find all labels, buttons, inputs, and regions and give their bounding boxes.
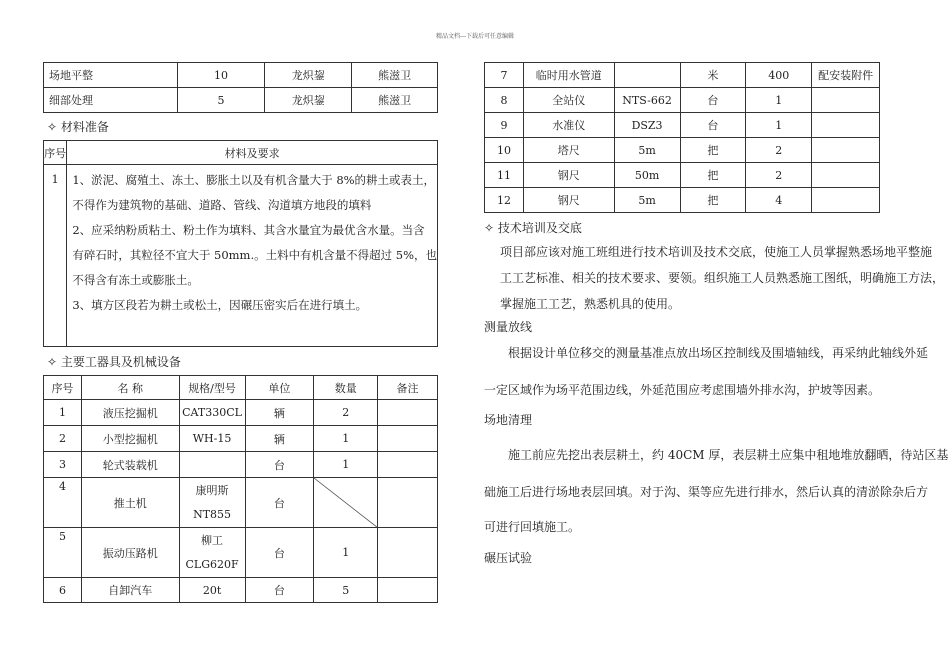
equipment-table [43, 375, 438, 603]
cell-line: 康明斯 [195, 483, 229, 497]
table-cell: 1 [746, 113, 812, 138]
table-cell: 5m [614, 188, 680, 213]
table-cell: 5 [314, 578, 378, 603]
table-cell [179, 452, 245, 478]
text-line: 施工前应先挖出表层耕土，约 40CM 厚，表层耕土应集中租地堆放翻晒，待站区基 [508, 448, 949, 462]
table-cell: 5m [614, 138, 680, 163]
table-cell: 1 [314, 426, 378, 452]
table-cell: 4 [44, 478, 82, 528]
table-cell [378, 578, 438, 603]
table-row [44, 165, 438, 347]
table-cell: 龙炽鋆 [265, 63, 352, 88]
table-cell [812, 88, 880, 113]
column-header: 序号 [44, 376, 82, 400]
table-cell: 临时用水管道 [523, 63, 614, 88]
table-cell: 2 [314, 400, 378, 426]
column-header: 备注 [378, 376, 438, 400]
table-cell: 细部处理 [44, 88, 178, 113]
table-cell: 台 [245, 478, 314, 528]
table-cell: 1 [44, 165, 67, 347]
table-cell [378, 452, 438, 478]
table-cell: 振动压路机 [81, 528, 179, 578]
table-cell: DSZ3 [614, 113, 680, 138]
table-cell: 1 [44, 400, 82, 426]
diagonal-slash-cell [314, 478, 378, 528]
table-cell: 9 [485, 113, 524, 138]
text-line: 可进行回填施工。 [484, 520, 581, 534]
table-cell: 台 [680, 113, 746, 138]
table-cell: 液压挖掘机 [81, 400, 179, 426]
table-row [485, 63, 880, 88]
table-cell: 4 [746, 188, 812, 213]
materials-requirements [67, 165, 438, 347]
table-row [485, 88, 880, 113]
table-cell: 2 [44, 426, 82, 452]
table-cell: 龙炽鋆 [265, 88, 352, 113]
table-cell: 钢尺 [523, 163, 614, 188]
materials-table [43, 140, 438, 347]
clearing-heading: 场地清理 [484, 413, 533, 427]
table-cell: 配安装附件 [812, 63, 880, 88]
text-line: 工工艺标准、相关的技术要求、要领。组织施工人员熟悉施工图纸，明确施工方法， [500, 271, 945, 285]
table-row [44, 88, 438, 113]
table-cell: 1 [314, 452, 378, 478]
table-cell: 2 [746, 138, 812, 163]
table-cell [378, 426, 438, 452]
column-header: 材料及要求 [67, 141, 438, 165]
table-cell [378, 528, 438, 578]
table-cell: 台 [680, 88, 746, 113]
table-cell: 6 [44, 578, 82, 603]
table-cell: 塔尺 [523, 138, 614, 163]
table-row [44, 452, 438, 478]
table-cell-split [179, 528, 245, 578]
table-cell [812, 163, 880, 188]
equipment-table-continued [484, 62, 880, 213]
table-cell [614, 63, 680, 88]
table-row [44, 478, 438, 528]
table-cell: 水准仪 [523, 113, 614, 138]
table-row [44, 63, 438, 88]
column-header: 序号 [44, 141, 67, 165]
table-cell: 辆 [245, 426, 314, 452]
page-header: 精品文档---下载后可任意编辑 [435, 33, 515, 40]
text-line: 有碎石时，其粒径不宜大于 50mm.。土料中有机含量不得超过 5%，也 [72, 248, 437, 262]
table-row [44, 400, 438, 426]
table-cell [812, 138, 880, 163]
table-header-row [44, 141, 438, 165]
cell-line: CLG620F [185, 557, 239, 571]
table-row [44, 426, 438, 452]
training-paragraph [500, 239, 944, 317]
table-cell: 7 [485, 63, 524, 88]
table-cell: 台 [245, 578, 314, 603]
table-cell: 5 [44, 528, 82, 578]
table-cell: 轮式装载机 [81, 452, 179, 478]
table-cell: 把 [680, 163, 746, 188]
cell-line: 柳工 [201, 533, 224, 547]
table-cell: 钢尺 [523, 188, 614, 213]
text-line: 不得作为建筑物的基础、道路、管线、沟道填方地段的填料 [72, 198, 372, 212]
table-cell: 辆 [245, 400, 314, 426]
column-header: 名 称 [81, 376, 179, 400]
table-cell: 全站仪 [523, 88, 614, 113]
table-cell: 把 [680, 138, 746, 163]
table-cell: 1 [314, 528, 378, 578]
text-line: 1、淤泥、腐殖土、冻土、膨胀土以及有机含量大于 8%的耕土或表土， [72, 173, 436, 187]
table-cell [378, 478, 438, 528]
site-leveling-table [43, 62, 438, 113]
table-cell: 台 [245, 452, 314, 478]
materials-heading: ✧ 材料准备 [47, 120, 109, 134]
table-row [44, 528, 438, 578]
table-cell: 400 [746, 63, 812, 88]
text-line: 项目部应该对施工班组进行技术培训及技术交底，使施工人员掌握熟悉场地平整施 [500, 245, 933, 259]
table-row [485, 113, 880, 138]
table-row [44, 578, 438, 603]
text-line: 3、填方区段若为耕土或松土，因碾压密实后在进行填土。 [72, 298, 368, 312]
survey-heading: 测量放线 [484, 320, 533, 334]
cell-line: NT855 [193, 507, 232, 521]
table-cell: 自卸汽车 [81, 578, 179, 603]
compaction-heading: 碾压试验 [484, 551, 533, 565]
table-cell: 熊滋卫 [352, 63, 438, 88]
text-line: 不得含有冻土或膨胀土。 [72, 273, 199, 287]
table-cell: 2 [746, 163, 812, 188]
table-cell: NTS-662 [614, 88, 680, 113]
table-cell: 20t [179, 578, 245, 603]
column-header: 数量 [314, 376, 378, 400]
table-cell: 11 [485, 163, 524, 188]
table-cell: 米 [680, 63, 746, 88]
text-line: 础施工后进行场地表层回填。对于沟、渠等应先进行排水，然后认真的清淤除杂后方 [484, 485, 929, 499]
text-line: 掌握施工工艺，熟悉机具的使用。 [500, 297, 681, 311]
table-cell: 台 [245, 528, 314, 578]
table-cell [812, 188, 880, 213]
table-cell: 1 [746, 88, 812, 113]
table-row [485, 138, 880, 163]
table-row [485, 188, 880, 213]
table-cell: 8 [485, 88, 524, 113]
table-cell: CAT330CL [179, 400, 245, 426]
table-header-row [44, 376, 438, 400]
table-cell: 小型挖掘机 [81, 426, 179, 452]
table-cell [378, 400, 438, 426]
table-cell: 场地平整 [44, 63, 178, 88]
table-cell: 12 [485, 188, 524, 213]
table-cell: 熊滋卫 [352, 88, 438, 113]
table-cell: WH-15 [179, 426, 245, 452]
table-cell: 50m [614, 163, 680, 188]
diagonal-line [314, 478, 377, 527]
table-cell: 10 [177, 63, 265, 88]
text-line: 2、应采纳粉质粘土、粉土作为填料、其含水量宜为最优含水量。当含 [72, 223, 425, 237]
table-cell: 推土机 [81, 478, 179, 528]
table-cell: 10 [485, 138, 524, 163]
table-cell [812, 113, 880, 138]
table-cell: 把 [680, 188, 746, 213]
table-cell: 5 [177, 88, 265, 113]
table-row [485, 163, 880, 188]
column-header: 单位 [245, 376, 314, 400]
table-cell-split [179, 478, 245, 528]
column-header: 规格/型号 [179, 376, 245, 400]
text-line: 一定区域作为场平范围边线，外延范围应考虑围墙外排水沟，护坡等因素。 [484, 383, 881, 397]
table-cell: 3 [44, 452, 82, 478]
training-heading: ✧ 技术培训及交底 [484, 221, 582, 235]
text-line: 根据设计单位移交的测量基准点放出场区控制线及围墙轴线，再采纳此轴线外延 [508, 346, 929, 360]
equipment-heading: ✧ 主要工器具及机械设备 [47, 355, 181, 369]
